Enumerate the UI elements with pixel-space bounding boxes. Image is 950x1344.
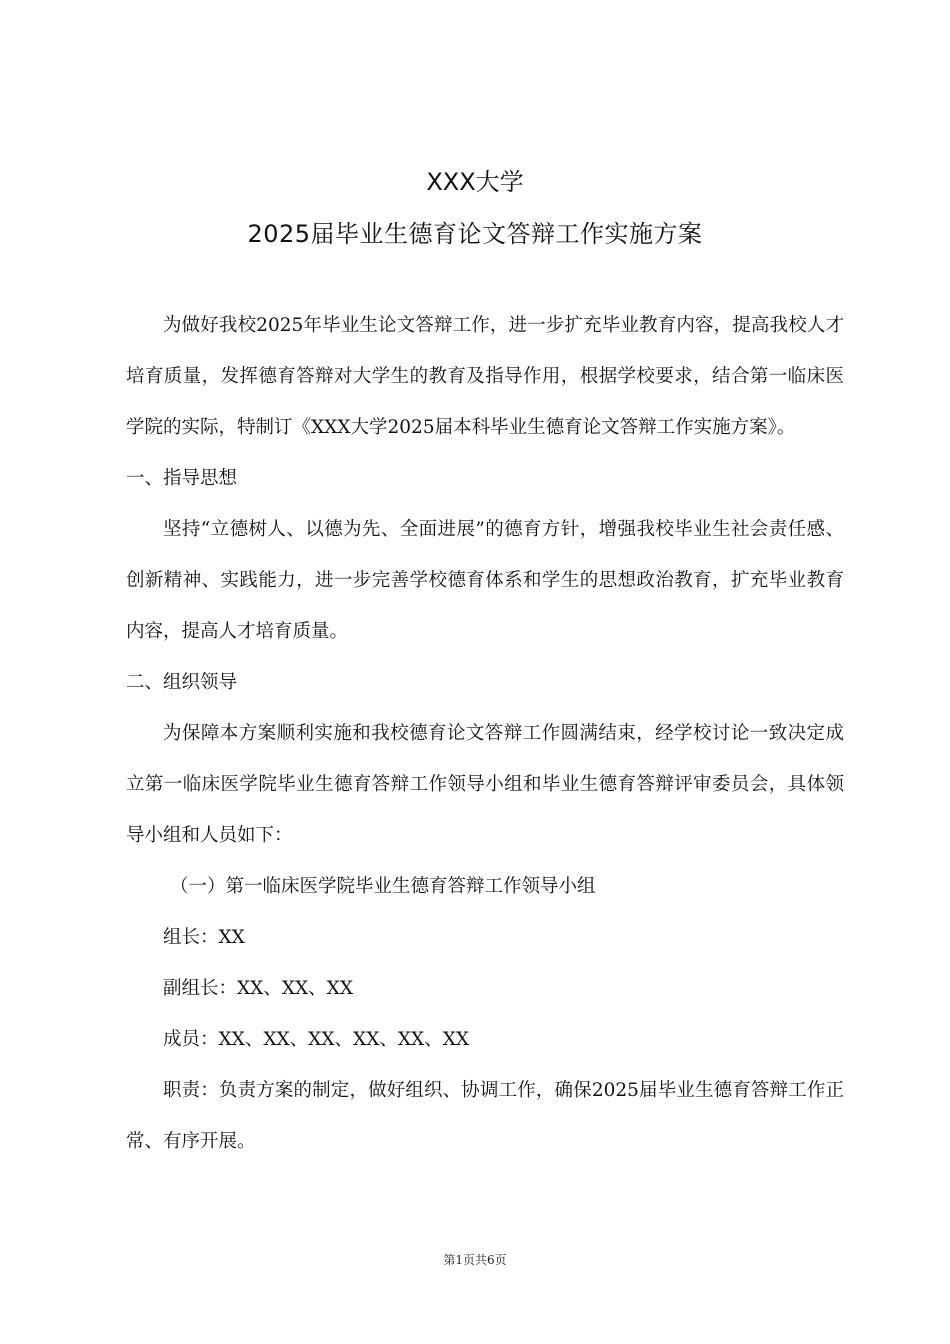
document-body bbox=[126, 300, 844, 1167]
intro-paragraph: 为做好我校2025年毕业生论文答辩工作，进一步扩充毕业教育内容，提高我校人才培育质量，发挥德育答辩对大学生的教育及指导作用，根据学校要求，结合第一临床医学院的实际，特制订《XXX大学2025届本科毕业生德育论文答辩工作实施方案》。 bbox=[126, 315, 844, 438]
duty-paragraph: 职责：负责方案的制定，做好组织、协调工作，确保2025届毕业生德育答辩工作正常、有序开展。 bbox=[126, 1080, 844, 1152]
group-leader-line: 组长：XX bbox=[163, 927, 245, 948]
guiding-thought-paragraph: 坚持“立德树人、以德为先、全面进展”的德育方针，增强我校毕业生社会责任感、创新精神、实践能力，进一步完善学校德育体系和学生的思想政治教育，扩充毕业教育内容，提高人才培育质量。 bbox=[126, 519, 844, 642]
subsection-heading-leading-group: （一）第一临床医学院毕业生德育答辩工作领导小组 bbox=[170, 876, 596, 897]
document-title: 2025届毕业生德育论文答辩工作实施方案 bbox=[247, 220, 703, 248]
university-title: XXX大学 bbox=[426, 168, 524, 196]
organization-paragraph: 为保障本方案顺利实施和我校德育论文答辩工作圆满结束，经学校讨论一致决定成立第一临床医学院毕业生德育答辩工作领导小组和毕业生德育答辩评审委员会，具体领导小组和人员如下： bbox=[126, 723, 844, 846]
page-footer: 第1页共6页 bbox=[443, 1253, 507, 1267]
document-title-block bbox=[0, 162, 950, 254]
members-line: 成员：XX、XX、XX、XX、XX、XX bbox=[163, 1029, 470, 1050]
section-heading-guiding-thought: 一、指导思想 bbox=[126, 468, 238, 489]
vice-leader-line: 副组长：XX、XX、XX bbox=[163, 978, 354, 999]
section-heading-organization: 二、组织领导 bbox=[126, 672, 238, 693]
